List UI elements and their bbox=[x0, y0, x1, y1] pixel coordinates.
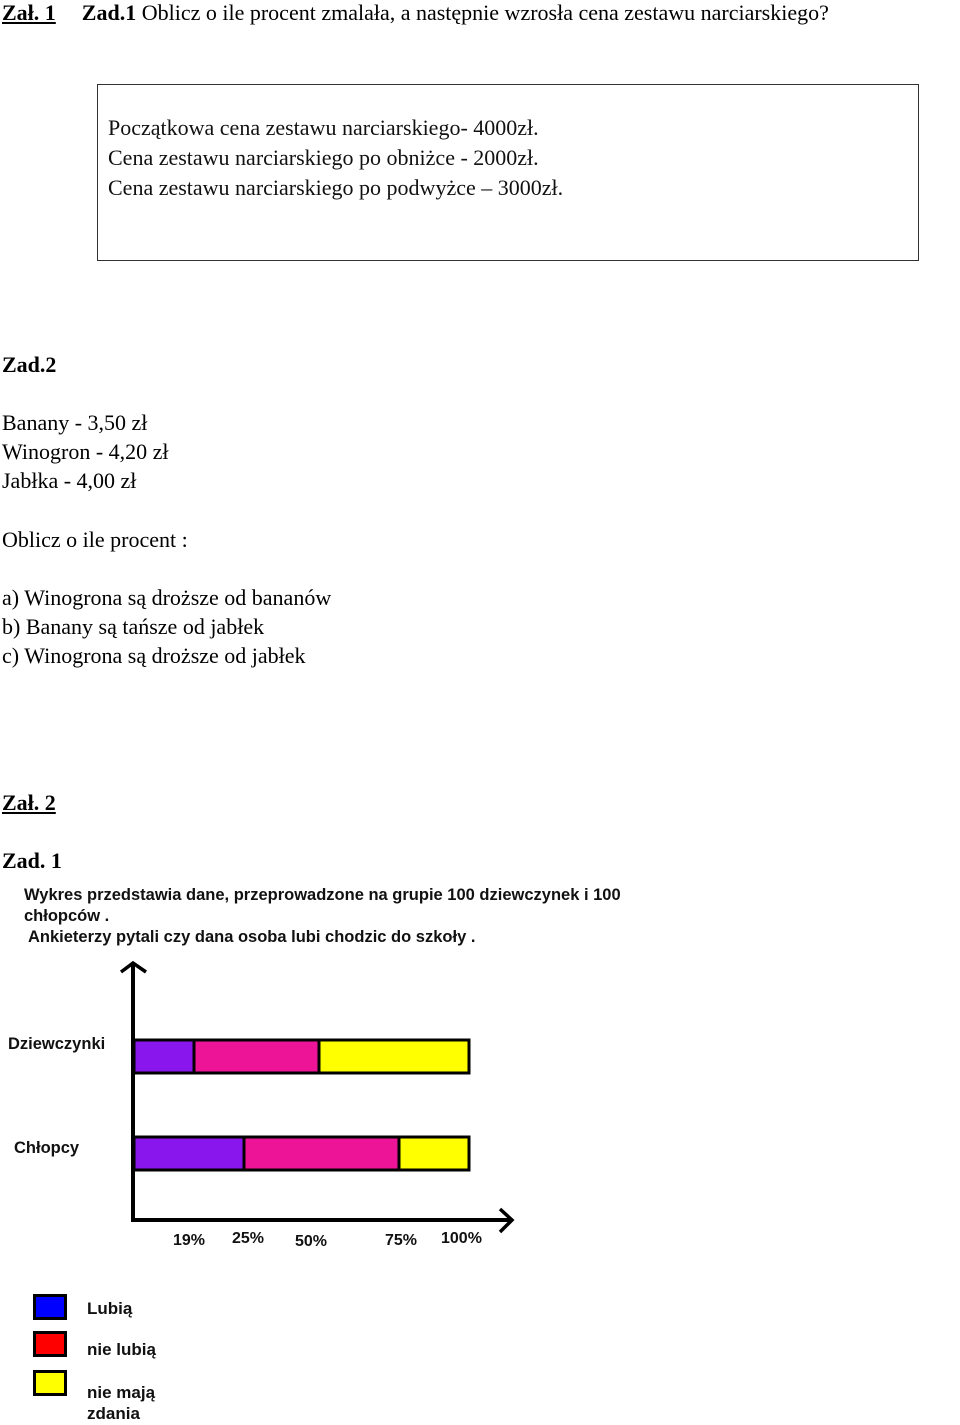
attachment2-task: Zad. 1 bbox=[2, 848, 62, 873]
legend-swatch bbox=[33, 1294, 67, 1320]
price-item: Banany - 3,50 zł bbox=[2, 410, 148, 435]
bar-chłopcy-3 bbox=[399, 1137, 469, 1170]
task2-question: Oblicz o ile procent : bbox=[2, 527, 188, 552]
task-text: Oblicz o ile procent zmalała, a następnie wzrosła cena zestawu narciarskiego? bbox=[136, 0, 829, 25]
x-tick-label: 19% bbox=[173, 1232, 206, 1249]
legend-label: Lubią bbox=[87, 1299, 133, 1318]
category-label: Dziewczynki bbox=[8, 1035, 106, 1053]
legend-item bbox=[33, 1331, 156, 1359]
legend-swatch bbox=[33, 1331, 67, 1357]
legend-item bbox=[33, 1370, 156, 1423]
chart-title-line: Wykres przedstawia dane, przeprowadzone na grupie 100 dziewczynek i 100 bbox=[24, 886, 621, 904]
x-tick-label: 100% bbox=[441, 1230, 482, 1247]
x-tick-label: 75% bbox=[385, 1232, 418, 1249]
box-line: Cena zestawu narciarskiego po podwyżce – 3000zł. bbox=[108, 175, 564, 200]
header-line bbox=[2, 0, 829, 27]
legend-label: nie lubią bbox=[87, 1340, 156, 1359]
price-box bbox=[97, 84, 919, 261]
box-line: Początkowa cena zestawu narciarskiego- 4000zł. bbox=[108, 115, 539, 140]
attachment2-label: Zał. 2 bbox=[2, 790, 56, 815]
task-label: Zad.1 bbox=[81, 0, 137, 25]
x-tick-label: 50% bbox=[295, 1233, 328, 1250]
x-tick-label: 25% bbox=[232, 1230, 265, 1247]
bar-dziewczynki-1 bbox=[134, 1040, 194, 1073]
bar-dziewczynki-3 bbox=[319, 1040, 469, 1073]
task2-item: b) Banany są tańsze od jabłek bbox=[2, 614, 265, 639]
bar-chłopcy-2 bbox=[244, 1137, 399, 1170]
attachment-label: Zał. 1 bbox=[2, 0, 56, 25]
legend-label: nie mają zdania bbox=[87, 1383, 156, 1423]
task2-item: a) Winogrona są droższe od bananów bbox=[2, 585, 332, 610]
price-item: Winogron - 4,20 zł bbox=[2, 439, 169, 464]
task2-title: Zad.2 bbox=[2, 352, 57, 377]
legend-swatch bbox=[33, 1370, 67, 1396]
task2-item: c) Winogrona są droższe od jabłek bbox=[2, 643, 306, 668]
box-line: Cena zestawu narciarskiego po obniżce - 2000zł. bbox=[108, 145, 539, 170]
legend-item bbox=[33, 1294, 133, 1320]
price-item: Jabłka - 4,00 zł bbox=[2, 468, 137, 493]
bar-chłopcy-1 bbox=[134, 1137, 244, 1170]
bar-dziewczynki-2 bbox=[194, 1040, 319, 1073]
chart-title-line: Ankieterzy pytali czy dana osoba lubi chodzic do szkoły . bbox=[24, 928, 476, 946]
chart-title-line: chłopców . bbox=[24, 907, 110, 925]
category-label: Chłopcy bbox=[14, 1139, 80, 1157]
